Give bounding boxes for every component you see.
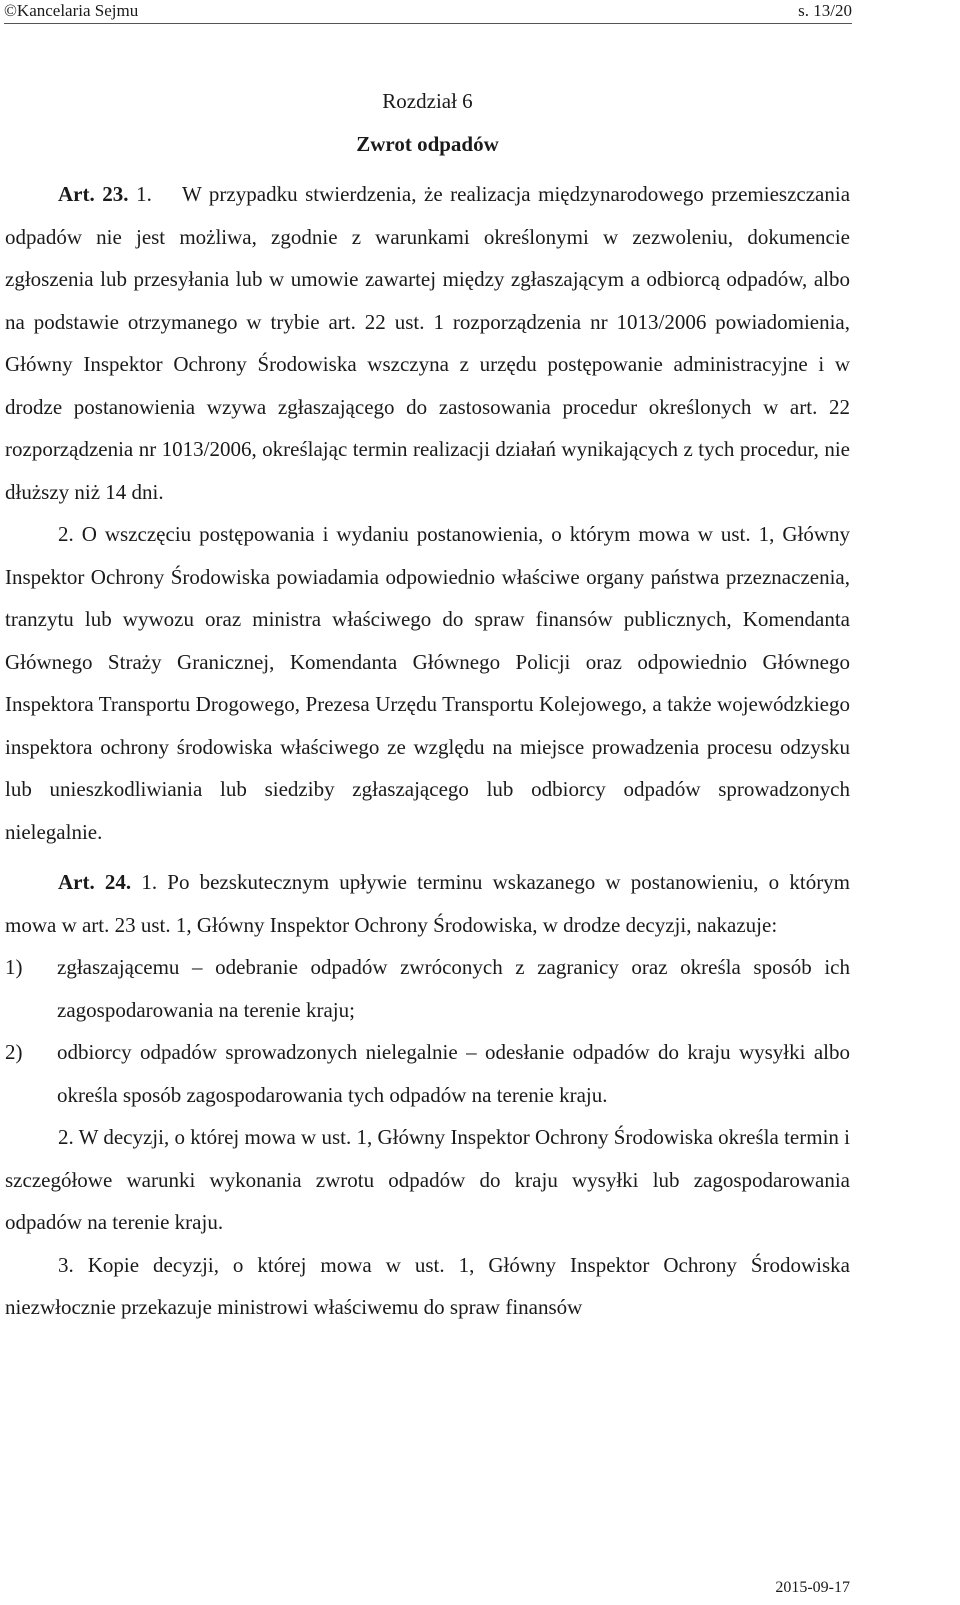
page-header xyxy=(4,0,852,22)
page-number: s. 13/20 xyxy=(798,1,852,20)
list-item-number: 1) xyxy=(5,955,23,979)
art23-para1-text: W przypadku stwierdzenia, że realizacja międzynarodowego przemieszczania odpadów nie jest możliwa, zgodnie z warunkami określonymi w zezwoleniu, dokumencie zgłoszenia lub przesyłania lub w umowie zawartej między zgłaszającym a odbiorcą odpadów, albo na podstawie otrzymanego w trybie art. 22 ust. 1 rozporządzenia nr 1013/2006 powiadomienia, Główny Inspektor Ochrony Środowiska wszczyna z urzędu postępowanie administracyjne i w drodze postanowienia wzywa zgłaszającego do zastosowania procedur określonych w art. 22 rozporządzenia nr 1013/2006, określając termin realizacji działań wynikających z tych procedur, nie dłuższy niż 14 dni. xyxy=(5,182,851,504)
art23-label: Art. 23. xyxy=(58,182,129,206)
art24-list-item-2 xyxy=(5,1031,850,1116)
copyright-notice: ©Kancelaria Sejmu xyxy=(4,1,139,20)
art23-para2: 2. O wszczęciu postępowania i wydaniu postanowienia, o którym mowa w ust. 1, Główny Inspektor Ochrony Środowiska powiadamia odpowiednio właściwe organy państwa przeznaczenia, tranzytu lub wywozu oraz ministra właściwego do spraw finansów publicznych, Komendanta Głównego Straży Granicznej, Komendanta Głównego Policji oraz odpowiednio Głównego Inspektora Transportu Drogowego, Prezesa Urzędu Transportu Kolejowego, a także wojewódzkiego inspektora ochrony środowiska właściwego ze względu na miejsce prowadzenia procesu odzysku lub unieszkodliwiania lub siedziby zgłaszającego lub odbiorcy odpadów sprowadzonych nielegalnie. xyxy=(5,522,850,844)
art23-para1-number: 1. xyxy=(136,182,152,206)
art24-para2: 2. W decyzji, o której mowa w ust. 1, Główny Inspektor Ochrony Środowiska określa termin i szczegółowe warunki wykonania zwrotu odpadów do kraju wysyłki lub zagospodarowania odpadów na terenie kraju. xyxy=(5,1125,850,1234)
header-rule xyxy=(4,23,852,24)
art24-para1-number: 1. xyxy=(141,870,158,894)
document-body xyxy=(5,80,850,1329)
art24-label: Art. 24. xyxy=(58,870,132,894)
chapter-number: Rozdział 6 xyxy=(382,89,473,113)
art24-para1 xyxy=(5,861,850,946)
art24-list-item-1 xyxy=(5,946,850,1031)
list-item-text: zgłaszającemu – odebranie odpadów zwróconych z zagranicy oraz określa sposób ich zagospodarowania na terenie kraju; xyxy=(57,955,850,1022)
chapter-title: Zwrot odpadów xyxy=(356,131,499,156)
list-item-text: odbiorcy odpadów sprowadzonych nielegalnie – odesłanie odpadów do kraju wysyłki albo określa sposób zagospodarowania tych odpadów na terenie kraju. xyxy=(57,1040,850,1107)
footer-date: 2015-09-17 xyxy=(775,1579,850,1596)
list-item-number: 2) xyxy=(5,1040,23,1064)
art24-para1-text: Po bezskutecznym upływie terminu wskazanego w postanowieniu, o którym mowa w art. 23 ust. 1, Główny Inspektor Ochrony Środowiska, w drodze decyzji, nakazuje: xyxy=(5,870,851,937)
art23-para1 xyxy=(5,173,850,513)
art24-para3: 3. Kopie decyzji, o której mowa w ust. 1, Główny Inspektor Ochrony Środowiska niezwłocznie przekazuje ministrowi właściwemu do spraw finansów xyxy=(5,1252,850,1319)
